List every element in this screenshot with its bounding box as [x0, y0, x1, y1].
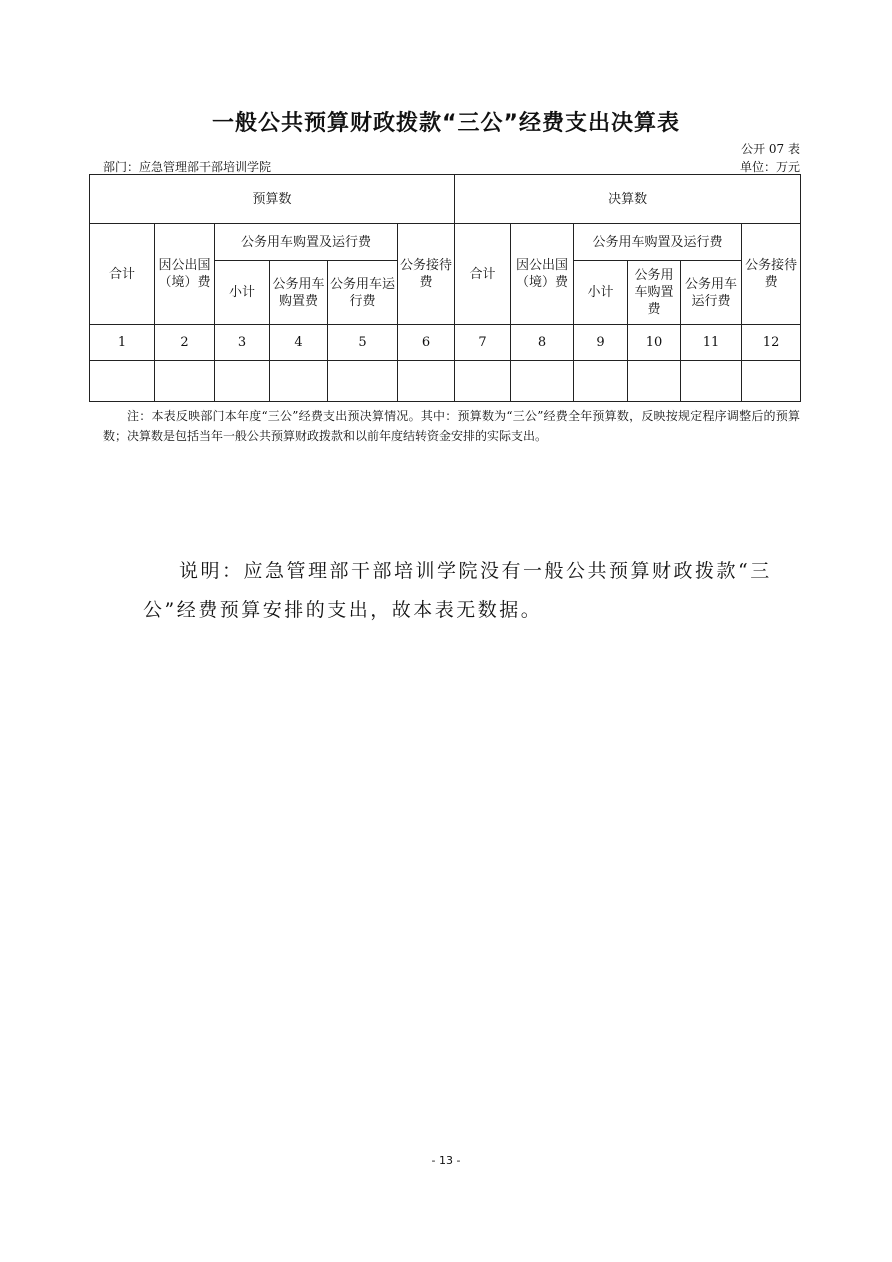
- table-note: 注：本表反映部门本年度“三公”经费支出预决算情况。其中：预算数为“三公”经费全年预算数，反映按规定程序调整后的预算数；决算数是包括当年一般公共预算财政拨款和以前年度结转资金安排的实际支出。: [103, 409, 800, 443]
- final-group-header: 决算数: [455, 175, 801, 224]
- final-reception-header: 公务接待费: [742, 224, 801, 325]
- data-cell: [455, 361, 511, 402]
- column-number: 8: [511, 325, 574, 361]
- data-cell: [681, 361, 742, 402]
- column-number: 9: [574, 325, 628, 361]
- budget-abroad-header: 因公出国（境）费: [155, 224, 215, 325]
- unit-label: 单位：万元: [739, 160, 800, 174]
- budget-vehicle-operation-header: 公务用车运行费: [328, 261, 398, 325]
- column-number: 2: [155, 325, 215, 361]
- data-cell: [155, 361, 215, 402]
- column-number: 7: [455, 325, 511, 361]
- column-number: 10: [628, 325, 681, 361]
- budget-vehicle-group-header: 公务用车购置及运行费: [215, 224, 398, 261]
- budget-reception-header: 公务接待费: [398, 224, 455, 325]
- column-number: 3: [215, 325, 270, 361]
- budget-total-header: 合计: [90, 224, 155, 325]
- budget-subtotal-header: 小计: [215, 261, 270, 325]
- page-title: 一般公共预算财政拨款“三公”经费支出决算表: [212, 111, 680, 136]
- data-cell: [628, 361, 681, 402]
- column-number: 12: [742, 325, 801, 361]
- final-vehicle-operation-header: 公务用车运行费: [681, 261, 742, 325]
- column-number: 5: [328, 325, 398, 361]
- data-cell: [742, 361, 801, 402]
- table-row: [90, 361, 801, 402]
- column-number-row: [90, 325, 801, 361]
- data-cell: [398, 361, 455, 402]
- final-abroad-header: 因公出国（境）费: [511, 224, 574, 325]
- column-number: 1: [90, 325, 155, 361]
- column-number: 11: [681, 325, 742, 361]
- data-cell: [511, 361, 574, 402]
- column-number: 6: [398, 325, 455, 361]
- data-cell: [215, 361, 270, 402]
- data-cell: [90, 361, 155, 402]
- data-cell: [574, 361, 628, 402]
- page-number: - 13 -: [431, 1154, 461, 1167]
- final-subtotal-header: 小计: [574, 261, 628, 325]
- column-number: 4: [270, 325, 328, 361]
- budget-group-header: 预算数: [90, 175, 455, 224]
- expenditure-table: [89, 174, 801, 402]
- data-cell: [328, 361, 398, 402]
- department-label: 部门：应急管理部干部培训学院: [103, 160, 272, 174]
- final-total-header: 合计: [455, 224, 511, 325]
- data-cell: [270, 361, 328, 402]
- explanation-text: 说明：应急管理部干部培训学院没有一般公共预算财政拨款“三公”经费预算安排的支出，故本表无数据。: [143, 560, 772, 621]
- budget-vehicle-purchase-header: 公务用车购置费: [270, 261, 328, 325]
- final-vehicle-group-header: 公务用车购置及运行费: [574, 224, 742, 261]
- form-number: 公开 07 表: [741, 142, 800, 156]
- final-vehicle-purchase-header: 公务用车购置费: [628, 261, 681, 325]
